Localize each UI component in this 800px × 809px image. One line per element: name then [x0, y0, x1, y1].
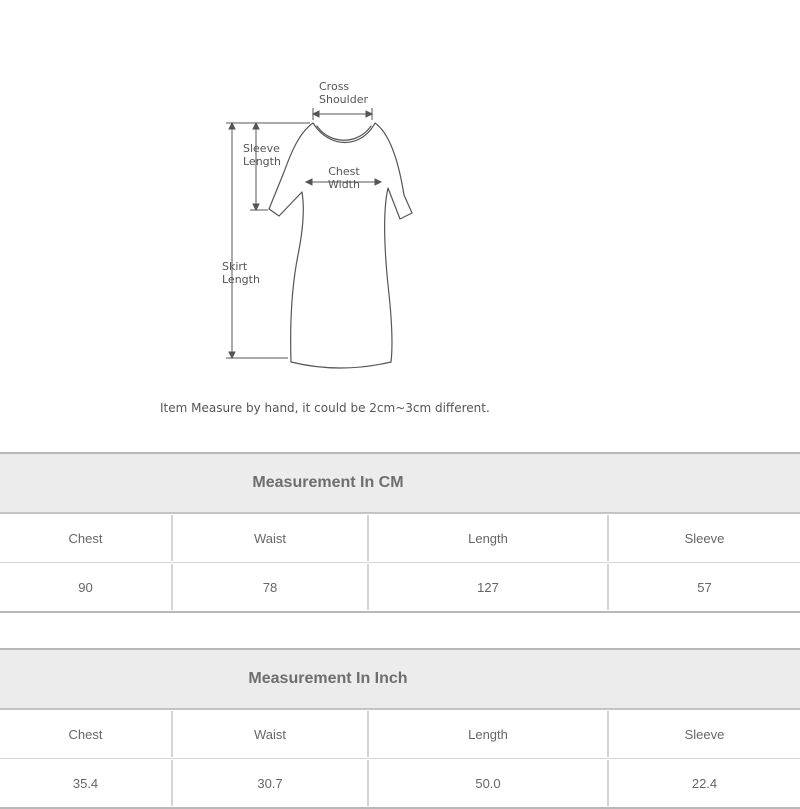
header-cell: Length [369, 711, 609, 757]
header-cell: Chest [0, 515, 173, 561]
skirt-length-label: Skirt Length [222, 260, 260, 286]
measurement-note: Item Measure by hand, it could be 2cm~3cm different. [160, 401, 490, 415]
header-cell: Sleeve [684, 726, 725, 742]
value-cell: 50.0 [369, 760, 609, 806]
dress-body-outline [269, 123, 412, 368]
value-cell: 22.4 [691, 775, 718, 791]
cross-shoulder-label: Cross Shoulder [319, 80, 368, 106]
neckline-outline [317, 126, 371, 140]
inch-table-title: Measurement In Inch [0, 650, 800, 710]
value-cell: 127 [369, 564, 609, 610]
value-cell: 78 [173, 564, 369, 610]
table-header-row [0, 710, 800, 759]
value-cell: 35.4 [0, 760, 173, 806]
table-header-row [0, 514, 800, 563]
cm-table [0, 452, 800, 613]
cm-table-title: Measurement In CM [0, 454, 800, 514]
header-cell: Chest [0, 711, 173, 757]
header-cell: Waist [173, 711, 369, 757]
value-cell: 30.7 [173, 760, 369, 806]
table-row [0, 563, 800, 611]
header-cell: Sleeve [684, 530, 725, 546]
header-cell: Length [369, 515, 609, 561]
value-cell: 57 [697, 579, 712, 595]
value-cell: 90 [0, 564, 173, 610]
header-cell: Waist [173, 515, 369, 561]
inch-table [0, 648, 800, 809]
chest-width-label: Chest Width [328, 165, 360, 191]
sleeve-length-label: Sleeve Length [243, 142, 281, 168]
